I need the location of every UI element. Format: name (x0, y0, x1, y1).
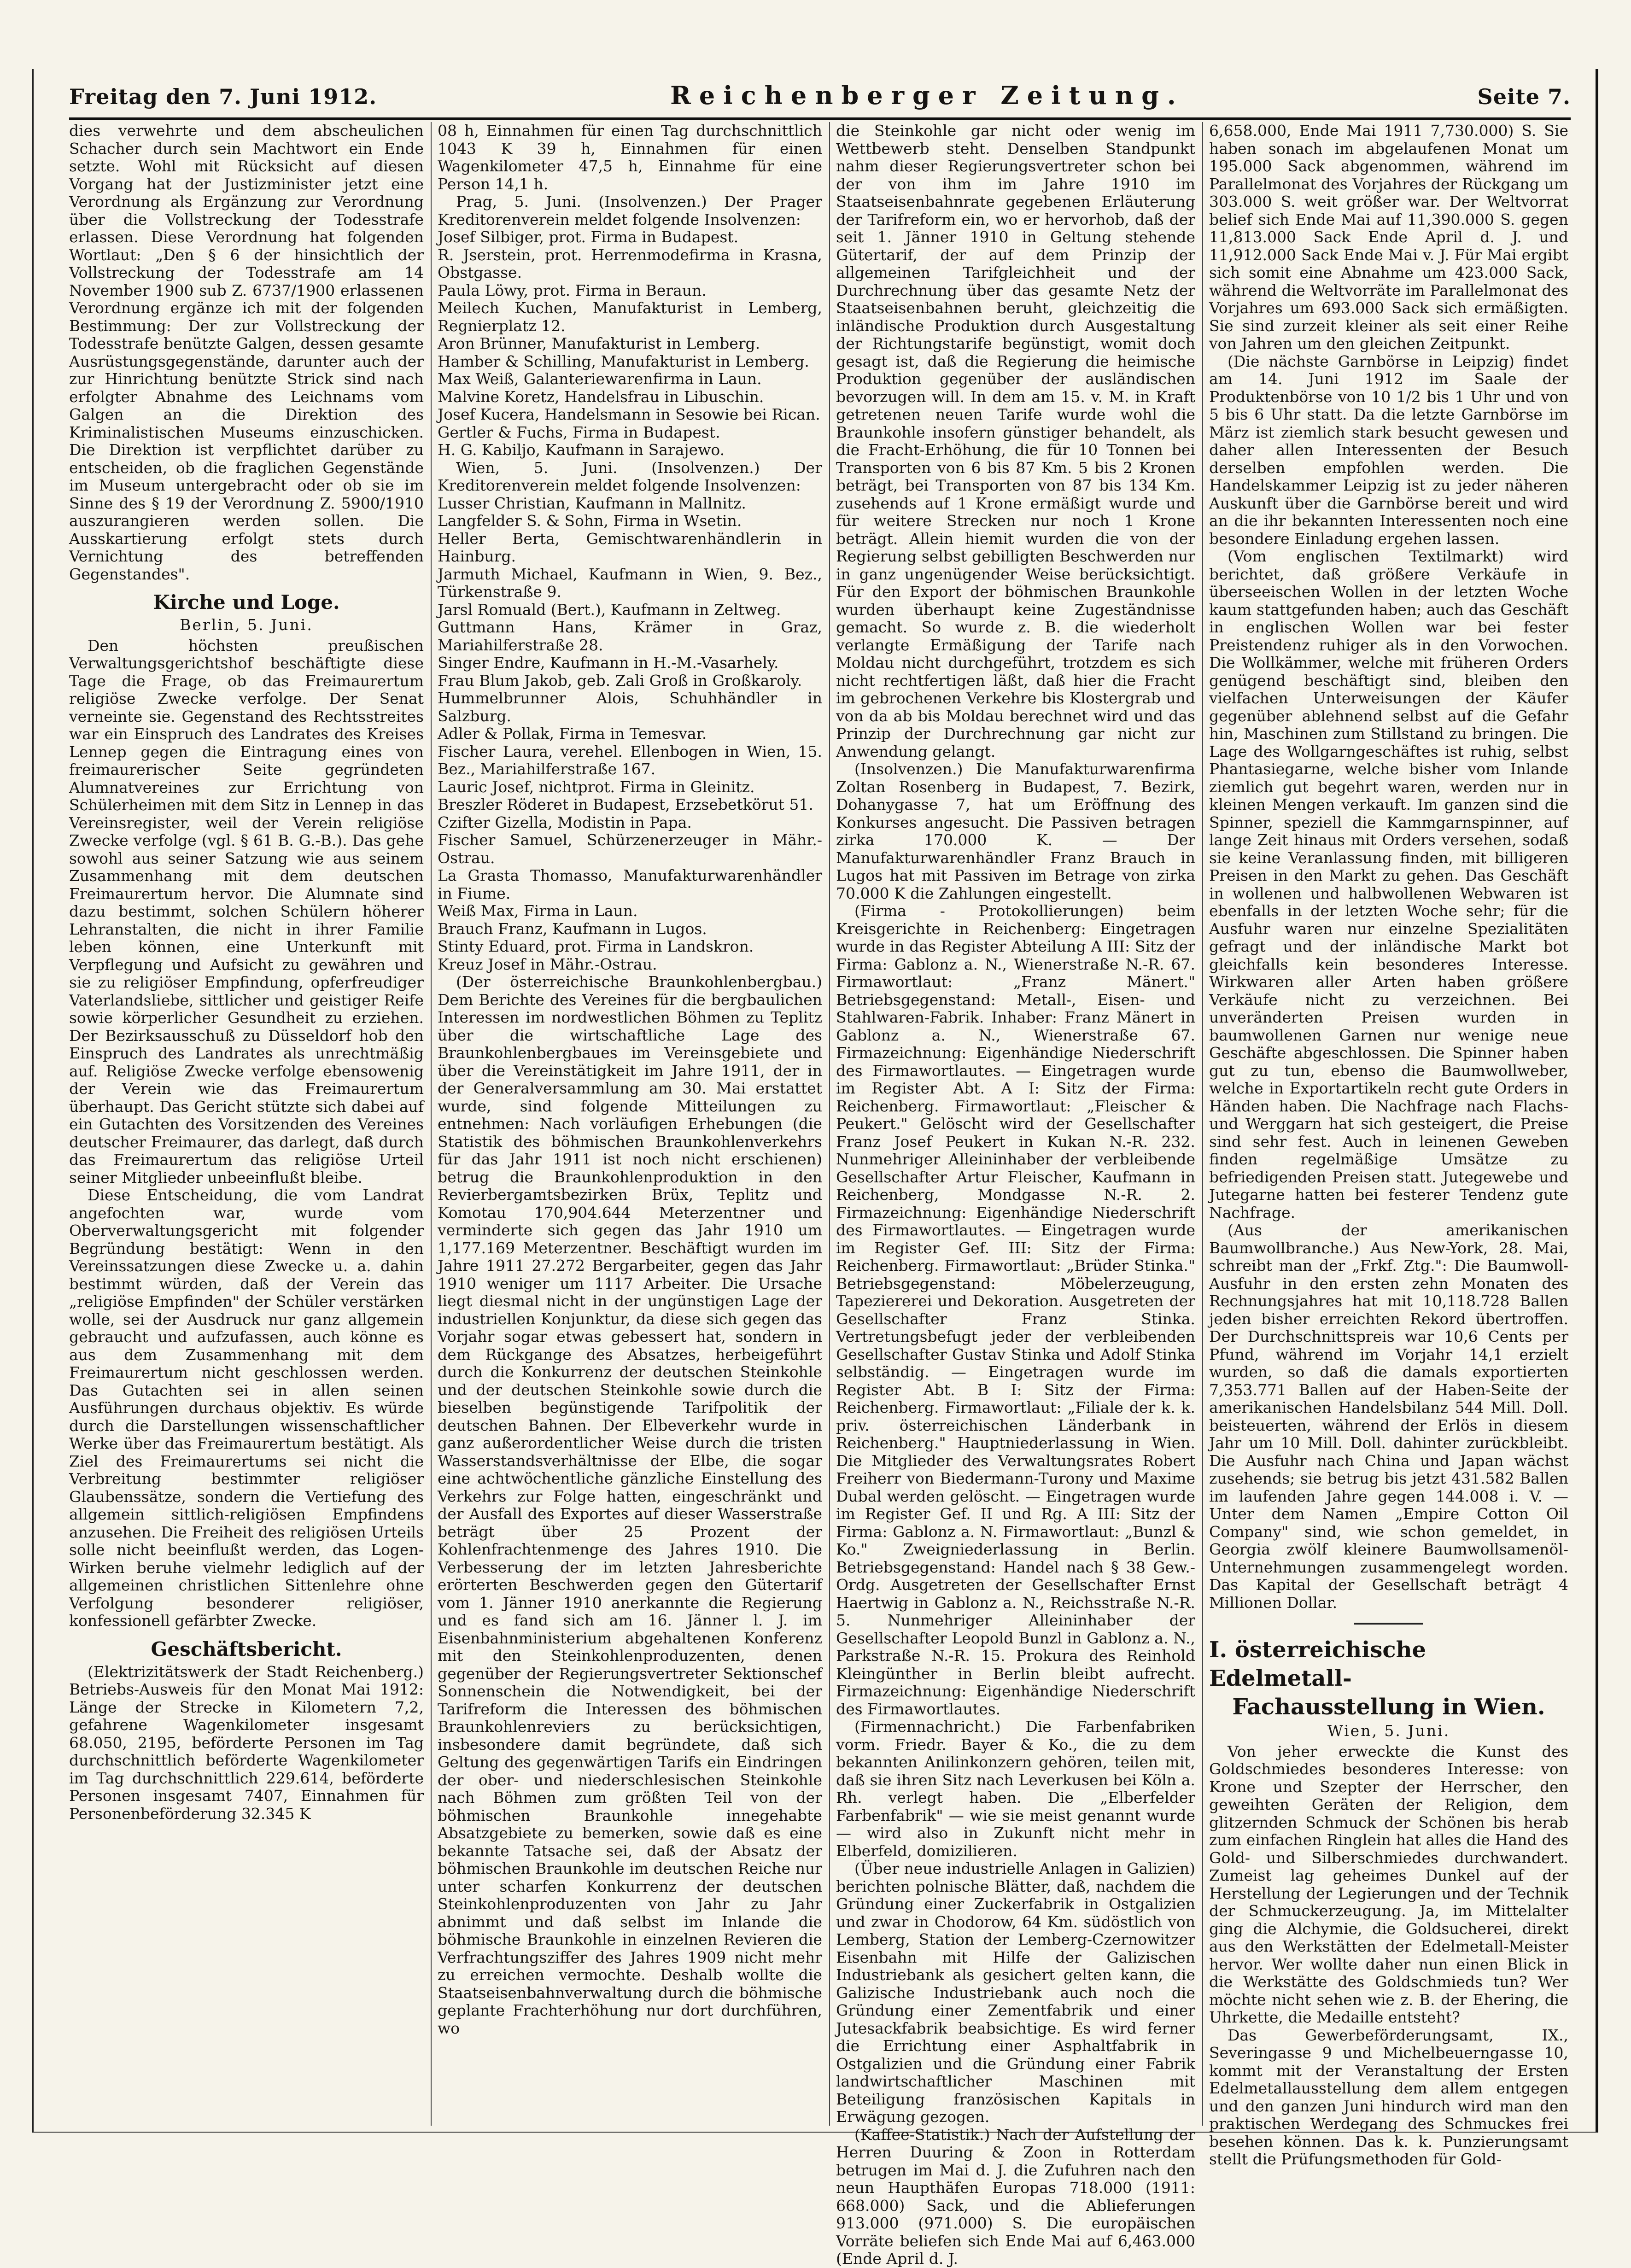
column-3 (836, 122, 1195, 2268)
article-galicia-industry: (Über neue industrielle Anlagen in Galizien) berichten polnische Blätter, daß, nachdem die Gründung einer Zuckerfabrik in Ostgalizien und zwar in Chodorow, 64 Km. südöstlich von Lemberg, Station der Lemberg-Czernowitzer Eisenbahn mit Hilfe der Galizischen Industriebank als gesichert gelten kann, die Galizische Industriebank auch noch die Gründung einer Zementfabrik und einer Jutesackfabrik beabsichtige. Es wird ferner die Errichtung einer Asphaltfabrik in Ostgalizien und die Gründung einer Fabrik landwirtschaftlicher Maschinen mit Beteiligung französischen Kapitals in Erwägung gezogen. (836, 1859, 1195, 2126)
masthead (69, 81, 1571, 117)
prague-insolvency-list (438, 228, 822, 459)
article-american-cotton: (Aus der amerikanischen Baumwollbranche.) Aus New-York, 28. Mai, schreibt man der „Frkf. Ztg.": Die Baumwoll-Ausfuhr in den ersten zehn Monaten des Rechnungsjahres hat mit 10,118.728 Ballen jeden bisher erreichten Rekord übertroffen. Der Durchschnittspreis war 10,6 Cents per Pfund, während im Vorjahr 14,1 erzielt wurden, so daß die damals exportierten 7,353.771 Ballen auf der Haben-Seite der amerikanischen Handelsbilanz 544 Mill. Doll. beisteuerten, während der Erlös in diesem Jahr um 10 Mill. Doll. dahinter zurückbleibt. Die Ausfuhr nach China und Japan wächst zusehends; sie betrug bis jetzt 431.582 Ballen im laufenden Jahre gegen 144.008 i. V. — Unter dem Namen „Empire Cotton Oil Company" sind, wie schon gemeldet, in Georgia zwölf kleinere Baumwollsamenöl-Unternehmungen zusammengelegt worden. Das Kapital der Gesellschaft beträgt 4 Millionen Dollar. (1209, 1221, 1568, 1612)
article-english-textile: (Vom englischen Textilmarkt) wird berichtet, daß größere Verkäufe in überseeischen Wollen in der letzten Woche kaum stattgefunden haben; auch das Geschäft in englischen Wollen war bei fester Preistendenz ruhiger als in den Vorwochen. Die Wollkämmer, welche mit früheren Orders genügend beschäftigt sind, bleiben den vielfachen Unterweisungen der Käufer gegenüber ablehnend selbst auf die Gefahr hin, Maschinen zum Stillstand zu bringen. Die Lage des Wollgarngeschäftes ist ruhig, selbst Phantasiegarne, welche bisher vom Inlande ziemlich gut begehrt waren, werden nur in kleinen Mengen verkauft. Im ganzen sind die Spinner, speziell die Kammgarnspinner, auf lange Zeit hinaus mit Orders versehen, sodaß sie keine Veranlassung finden, mit billigeren Preisen in den Markt zu gehen. Das Geschäft in wollenen und halbwollenen Webwaren ist ebenfalls in der letzten Woche sehr; für die Ausfuhr waren nur einzelne Spezialitäten gefragt und der inländische Markt bot gleichfalls kein besonderes Interesse. Wirkwaren aller Arten haben größere Verkäufe nicht zu verzeichnen. Bei unveränderten Preisen wurden in baumwollenen Garnen nur wenige neue Geschäfte abgeschlossen. Die Spinner haben gut zu tun, ebenso die Baumwollweber, welche in Exportartikeln recht gute Orders in Händen haben. Die Nachfrage nach Flachs- und Werggarn hat sich gesteigert, die Preise sind sehr fest. Auch in leinenen Geweben finden regelmäßige Umsätze zu befriedigenden Preisen statt. Jutegewebe und Jutegarne hatten bei festerer Tendenz gute Nachfrage. (1209, 547, 1568, 1222)
dateline-wien: Wien, 5. Juni. (1327, 1722, 1450, 1740)
list-item: R. Jserstein, prot. Herrenmodefirma in Krasna, Obstgasse. (438, 246, 822, 281)
list-item: Malvine Koretz, Handelsfrau in Libuschin. (438, 387, 764, 406)
page-number: Seite 7. (1477, 84, 1571, 109)
list-item: Hummelbrunner Alois, Schuhhändler in Salzburg. (438, 689, 822, 725)
article-exhibition-text-1: Von jeher erweckte die Kunst des Goldschmiedes besonderes Interesse: von Krone und Szepter der Herrscher, den geweihten Geräten der Religion, dem glitzernden Schmuck der Schönen bis herab zum einfachen Ringlein hat alles die Hand des Gold- und Silberschmiedes durchwandert. Zumeist lag geheimes Dunkel auf der Herstellung der Legierungen und der Technik der Schmuckerzeugung. Ja, im Mittelalter ging die Alchymie, die Goldsucherei, direkt aus den Werkstätten der Edelmetall-Meister hervor. Wer wollte daher nun einen Blick in die Werkstätte des Goldschmieds tun? Wer möchte nicht sehen wie z. B. der Ehering, die Uhrkette, die Medaille entsteht? (1209, 1742, 1568, 2026)
prague-insolvency-intro: Prag, 5. Juni. (Insolvenzen.) Der Prager Kreditorenverein meldet folgende Insolvenzen: (438, 193, 822, 228)
article-yarn-exchange: (Die nächste Garnbörse in Leipzig) findet am 14. Juni 1912 im Saale der Produktenbörse von 10 1/2 bis 1 Uhr und von 5 bis 6 Uhr statt. Da die letzte Garnbörse im März ist ziemlich stark besucht gewesen und daher allen Interessenten der Besuch derselben empfohlen werden. Die Handelskammer Leipzig ist zu jeder näheren Auskunft über die Garnbörse bereit und wird an die ihr bekannten Interessenten noch eine besondere Einladung ergehen lassen. (1209, 352, 1568, 548)
list-item: Fischer Samuel, Schürzenerzeuger in Mähr.-Ostrau. (438, 831, 822, 867)
article-insolvencies: (Insolvenzen.) Die Manufakturwarenfirma Zoltan Rosenberg in Budapest, 7. Bezirk, Dohanygasse 7, hat um Eröffnung des Konkurses angesucht. Die Passiven betragen zirka 170.000 K. — Der Manufakturwarenhändler Franz Brauch in Lugos hat mit Passiven im Betrage von zirka 70.000 K die Zahlungen eingestellt. (836, 760, 1195, 902)
vienna-insolvency-intro: Wien, 5. Juni. (Insolvenzen.) Der Kreditorenverein meldet folgende Insolvenzen: (438, 458, 822, 494)
heading-kirche-und-loge: Kirche und Loge. (153, 591, 340, 614)
header-date: Freitag den 7. Juni 1912. (69, 84, 377, 109)
list-item: Brauch Franz, Kaufmann in Lugos. (438, 919, 707, 938)
list-item: Lauric Josef, nichtprot. Firma in Gleinitz. (438, 777, 755, 796)
list-item: Josef Silbiger, prot. Firma in Budapest. (438, 228, 739, 246)
heading-line-2: Fachausstellung in Wien. (1232, 1694, 1545, 1720)
list-item: Meilech Kuchen, Manufakturist in Lemberg, Regnierplatz 12. (438, 299, 822, 335)
vienna-insolvency-list (438, 495, 822, 974)
list-item: Aron Brünner, Manufakturist in Lemberg. (438, 334, 760, 352)
list-item: H. G. Kabiljo, Kaufmann in Sarajewo. (438, 441, 725, 459)
header-rule (69, 117, 1571, 120)
heading-geschaeftsbericht: Geschäftsbericht. (151, 1637, 342, 1660)
column-4 (1209, 122, 1568, 2168)
heading-line-1: I. österreichische Edelmetall- (1209, 1637, 1426, 1691)
column-1 (69, 122, 424, 2126)
list-item: Jarmuth Michael, Kaufmann in Wien, 9. Bez., Türkenstraße 9. (438, 565, 822, 601)
list-item: Stinty Eduard, prot. Firma in Landskron. (438, 937, 754, 955)
list-item: Hamber & Schilling, Manufakturist in Lemberg. (438, 352, 809, 370)
column-2 (438, 122, 822, 2126)
column-divider (829, 122, 830, 2126)
list-item: Heller Berta, Gemischtwarenhändlerin in Hainburg. (438, 529, 822, 565)
list-item: Max Weiß, Galanteriewarenfirma in Laun. (438, 370, 762, 388)
column-divider (1202, 122, 1203, 2126)
list-item: Adler & Pollak, Firma in Temesvar. (438, 725, 707, 742)
report-electric-works: (Elektrizitätswerk der Stadt Reichenberg.) Betriebs-Ausweis für den Monat Mai 1912: Länge der Strecke in Kilometern 7,2, gefahrene Wagenkilometer insgesamt 68.050, 2195, beförderte Personen im Tag durchschnittlich beförderte Wagenkilometer im Tag durchschnittlich 229.614, beförderte Personen insgesamt 7407, Einnahmen für Personenbeförderung 32.345 K (69, 1662, 424, 1823)
list-item: Weiß Max, Firma in Laun. (438, 902, 638, 920)
list-item: Breszler Röderet in Budapest, Erzsebetkörut 51. (438, 795, 813, 813)
article-coffee-statistics: (Kaffee-Statistik.) Nach der Aufstellung der Herren Duuring & Zoon in Rotterdam betrugen im Mai d. J. die Zufuhren nach den neun Haupthäfen Europas 718.000 (1911: 668.000) Sack, und die Ablieferungen 913.000 (971.000) S. Die europäischen Vorräte beliefen sich Ende Mai auf 6,463.000 (Ende April d. J. (836, 2125, 1195, 2268)
list-item: Langfelder S. & Sohn, Firma in Wsetin. (438, 512, 742, 530)
list-item: Paula Löwy, prot. Firma in Beraun. (438, 281, 707, 299)
dateline-berlin: Berlin, 5. Juni. (180, 616, 313, 634)
report-electric-works-cont: 08 h, Einnahmen für einen Tag durchschnittlich 1043 K 39 h, Einnahmen für einen Wagenkilometer 47,5 h, Einnahme für eine Person 14,1 h. (438, 122, 822, 193)
article-freemason-text-2: Diese Entscheidung, die vom Landrat angefochten war, wurde vom Oberverwaltungsgericht mit folgender Begründung bestätigt: Wenn in den Vereinssatzungen diese Zwecke u. a. dahin bestimmt würden, daß der Verein das „religiöse Empfinden" der Schüler verstärken wolle, sei der Ausdruck nur ganz allgemein gebraucht und aufzufassen, auch könne es aus dem Zusammenhang mit dem Freimaurertum nicht geschlossen werden. Das Gutachten sei in allen seinen Ausführungen durchaus objektiv. Es würde durch die Darstellungen wissenschaftlicher Werke über das Freimaurertum bestätigt. Als Ziel des Freimaurertums sei nicht die Verbreitung bestimmter religiöser Glaubenssätze, sondern die Vertiefung des allgemein sittlich-religiösen Empfindens anzusehen. Die Freiheit des religiösen Urteils solle nicht beeinflußt werden, das Logen-Wirken beruhe vielmehr lediglich auf der allgemeinen christlichen Sittenlehre ohne Verfolgung besonderer religiöser, konfessionell gefärbter Zwecke. (69, 1186, 424, 1630)
article-firm-news: (Firmennachricht.) Die Farbenfabriken vorm. Friedr. Bayer & Ko., die zu dem bekannten Anilinkonzern gehören, teilen mit, daß sie ihren Sitz nach Leverkusen bei Köln a. Rh. verlegt haben. Die „Elberfelder Farbenfabrik" — wie sie meist genannt wurde — wird also in Zukunft nicht mehr in Elberfeld, domizilieren. (836, 1718, 1195, 1860)
list-item: Kreuz Josef in Mähr.-Ostrau. (438, 955, 657, 973)
list-item: Guttmann Hans, Krämer in Graz, Mariahilferstraße 28. (438, 618, 822, 654)
article-firm-registrations: (Firma - Protokollierungen) beim Kreisgerichte in Reichenberg: Eingetragen wurde in das Register Abteilung A III: Sitz der Firma: Gablonz a. N., Wienerstraße N.-R. 67. Firmawortlaut: „Franz Mänert." Betriebsgegenstand: Metall-, Eisen- und Stahlwaren-Fabrik. Inhaber: Franz Mänert in Gablonz a. N., Wienerstraße 67. Firmazeichnung: Eigenhändige Niederschrift des Firmawortlautes. — Eingetragen wurde im Register Abt. A I: Sitz der Firma: Reichenberg. Firmawortlaut: „Fleischer & Peukert." Gelöscht wird der Gesellschafter Franz Josef Peukert in Kukan N.-R. 232. Nunmehriger Alleininhaber der verbleibende Gesellschafter Artur Fleischer, Kaufmann in Reichenberg, Mondgasse N.-R. 2. Firmazeichnung: Eigenhändige Niederschrift des Firmawortlautes. — Eingetragen wurde im Register Gef. III: Sitz der Firma: Reichenberg. Firmawortlaut: „Brüder Stinka." Betriebsgegenstand: Möbelerzeugung, Tapeziererei und Dekoration. Ausgetreten der Gesellschafter Franz Stinka. Vertretungsbefugt jeder der verbleibenden Gesellschafter Gustav Stinka und Adolf Stinka selbständig. — Eingetragen wurde im Register Abt. B I: Sitz der Firma: Reichenberg. Firmawortlaut: „Filiale der k. k. priv. österreichischen Länderbank in Reichenberg." Hauptniederlassung in Wien. Die Mitglieder des Verwaltungsrates Robert Freiherr von Biedermann-Turony und Maxime Dubal werden gelöscht. — Eingetragen wurde im Register Gef. II und Rg. A III: Sitz der Firma: Gablonz a. N. Firmawortlaut: „Bunzl & Ko." Zweigniederlassung in Berlin. Betriebsgegenstand: Handel nach § 38 Gew.-Ordg. Ausgetreten der Gesellschafter Ernst Haertwig in Gablonz a. N., Reichsstraße N.-R. 5. Nunmehriger Alleininhaber der Gesellschafter Leopold Bunzl in Gablonz a. N., Parkstraße N.-R. 15. Prokura des Reinhold Kleingünther in Berlin bleibt aufrecht. Firmazeichnung: Eigenhändige Niederschrift des Firmawortlautes. (836, 902, 1195, 1718)
list-item: Czifter Gizella, Modistin in Papa. (438, 813, 692, 831)
article-freemason-text-1: Den höchsten preußischen Verwaltungsgerichtshof beschäftigte diese Tage die Frage, ob das Freimaurertum religiöse Zwecke verfolge. Der Senat verneinte sie. Gegenstand des Rechtsstreites war ein Einspruch des Landrates des Kreises Lennep gegen die Eintragung eines von freimaurerischer Seite gegründeten Alumnatvereines zur Errichtung von Schülerheimen mit dem Sitz in Lennep in das Vereinsregister, weil der Verein religiöse Zwecke verfolge (vgl. § 61 B. G.-B.). Das gehe sowohl aus seiner Satzung wie aus seinem Zusammenhang mit dem deutschen Freimaurertum hervor. Die Alumnate sind dazu bestimmt, solchen Schülern höherer Lehranstalten, die nicht in ihrer Familie leben können, eine Unterkunft mit Verpflegung und Aufsicht zu gewähren und sie zu religiöser Empfindung, opferfreudiger Vaterlandsliebe, sittlicher und geistiger Reife sowie körperlicher Gesundheit zu erziehen. Der Bezirksausschuß zu Düsseldorf hob den Einspruch des Landrates als unrechtmäßig auf. Religiöse Zwecke verfolge ebensowenig der Verein wie das Freimaurertum überhaupt. Das Gericht stützte sich dabei auf ein Gutachten des Vorsitzenden des Vereines deutscher Freimaurer, das darlegt, daß durch das Freimaurertum das religiöse Urteil seiner Mitglieder unbeeinflußt bleibe. (69, 636, 424, 1187)
list-item: Lusser Christian, Kaufmann in Mallnitz. (438, 494, 746, 512)
article-lignite-mining-cont: die Steinkohle gar nicht oder wenig im Wettbewerb steht. Denselben Standpunkt nahm dieser Regierungsvertreter schon bei der von ihm im Jahre 1910 im Staatseisenbahnrate gegebenen Erläuterung der Tarifreform ein, wo er hervorhob, daß der seit 1. Jänner 1910 in Geltung stehende Gütertarif, der auf dem Prinzip der allgemeinen Tarifgleichheit und der Durchrechnung über das gesamte Netz der Staatseisenbahnen beruht, gleichzeitig die inländische Produktion durch Ausgestaltung der Richtungstarife begünstigt, womit doch gesagt ist, daß die Regierung die heimische Produktion gegenüber der ausländischen bevorzugen will. In dem am 15. v. M. in Kraft getretenen neuen Tarife wurde wohl die Braunkohle insofern günstiger behandelt, als die Fracht-Erhöhung, die für 10 Tonnen bei Transporten von 6 bis 87 Km. 5 bis 2 Kronen beträgt, bei Transporten von 87 bis 134 Km. zusehends auf 1 Krone ermäßigt wurde und für weitere Strecken nur noch 1 Krone beträgt. Allein hiemit wurden die von der Regierung selbst gebilligten Beschwerden nur in ganz ungenügender Weise berücksichtigt. Für den Export der böhmischen Braunkohle wurden überhaupt keine Zugeständnisse gemacht. So wurde z. B. die wiederholt verlangte Ermäßigung der Tarife nach Moldau nicht durchgeführt, trotzdem es sich nicht rechtfertigen läßt, daß hier die Fracht im gebrochenen Verkehre bis Klostergrab und von da ab bis Moldau berechnet wird und das Prinzip der Durchrechnung gar nicht zur Anwendung gelangt. (836, 122, 1195, 760)
list-item: Josef Kucera, Handelsmann in Sesowie bei Rican. (438, 405, 820, 423)
article-exhibition-text-2: Das Gewerbeförderungsamt, IX., Severingasse 9 und Michelbeuerngasse 10, kommt mit der Veranstaltung der Ersten Edelmetallausstellung dem allem entgegen und den ganzen Juni hindurch wird man den praktischen Werdegang des Schmuckes frei besehen können. Das k. k. Punzierungsamt stellt die Prüfungsmethoden für Gold- (1209, 2026, 1568, 2168)
list-item: Singer Endre, Kaufmann in H.-M.-Vasarhely. (438, 654, 779, 672)
column-divider (431, 122, 432, 2126)
article-coffee-statistics-cont: 6,658.000, Ende Mai 1911 7,730.000) S. Sie haben sonach im abgelaufenen Monat um 195.000 Sack abgenommen, während im Parallelmonat des Vorjahres der Rückgang um 303.000 S. weit größer war. Der Weltvorrat belief sich Ende Mai auf 11,390.000 S. gegen 11,813.000 Sack Ende April d. J. und 11,912.000 Sack Ende Mai v. J. Für Mai ergibt sich somit eine Abnahme um 423.000 Sack, während die Weltvorräte im Parallelmonat des Vorjahres um 693.000 Sack sich ermäßigten. Sie sind zurzeit kleiner als seit einer Reihe von Jahren um den gleichen Zeitpunkt. (1209, 122, 1568, 352)
section-divider (1354, 1623, 1423, 1625)
list-item: Jarsl Romuald (Bert.), Kaufmann in Zeltweg. (438, 600, 781, 619)
list-item: Fischer Laura, verehel. Ellenbogen in Wien, 15. Bez., Mariahilferstraße 167. (438, 742, 822, 778)
article-lignite-mining: (Der österreichische Braunkohlenbergbau.) Dem Berichte des Vereines für die bergbaulichen Interessen im nordwestlichen Böhmen zu Teplitz über die wirtschaftliche Lage des Braunkohlenbergbaues im Vereinsgebiete und über die Vereinstätigkeit im Jahre 1911, der in der Generalversammlung am 30. Mai erstattet wurde, sind folgende Mitteilungen zu entnehmen: Nach vorläufigen Erhebungen (die Statistik des böhmischen Braunkohlenverkehrs für das Jahr 1911 ist noch nicht erschienen) betrug die Braunkohlenproduktion in den Revierbergamtsbezirken Brüx, Teplitz und Komotau 170,904.644 Meterzentner und verminderte sich gegen das Jahr 1910 um 1,177.169 Meterzentner. Beschäftigt wurden im Jahre 1911 27.272 Bergarbeiter, gegen das Jahr 1910 weniger um 1117 Arbeiter. Die Ursache liegt diesmal nicht in der ungünstigen Lage der industriellen Konjunktur, da diese sich gegen das Vorjahr sogar etwas gebessert hat, sondern in dem Rückgange des Absatzes, herbeigeführt durch die Konkurrenz der deutschen Steinkohle und der deutschen Steinkohle sowie durch die bieselben begünstigende Tarifpolitik der deutschen Bahnen. Der Elbeverkehr wurde in ganz außerordentlicher Weise durch die tristen Wasserstandsverhältnisse der Elbe, die sogar eine achtwöchentliche gänzliche Einstellung des Verkehrs zur Folge hatten, eingeschränkt und der Ausfall des Exportes auf dieser Wasserstraße beträgt über 25 Prozent der Kohlenfrachtenmenge des Jahres 1910. Die Verbesserung der im letzten Jahresberichte erörterten Beschwerden gegen den Gütertarif vom 1. Jänner 1910 anerkannte die Regierung und es fand sich am 16. Jänner l. J. im Eisenbahnministerium abgehaltenen Konferenz mit den Steinkohlenproduzenten, denen gegenüber der Regierungsvertreter Sektionschef Sonnenschein die Notwendigkeit, bei der Tarifreform die Interessen des böhmischen Braunkohlenreviers zu berücksichtigen, insbesondere damit begründete, daß sich Geltung des gegenwärtigen Tarifs ein Eindringen der ober- und niederschlesischen Steinkohle nach Böhmen zum größten Teil von der böhmischen Braunkohle innegehabte Absatzgebiete zu bemerken, sowie daß es eine bekannte Tatsache sei, daß der Absatz der böhmischen Braunkohle im deutschen Reiche nur unter scharfen Konkurrenz der deutschen Steinkohlenproduzenten von Jahr zu Jahr abnimmt und daß selbst im Inlande die böhmische Braunkohle in einzelnen Revieren die Verfrachtungsziffer des Jahres 1909 nicht mehr zu erreichen vermochte. Deshalb wollte die Staatseisenbahnverwaltung durch die böhmische geplante Frachterhöhung nur dort durchführen, wo (438, 973, 822, 2037)
newspaper-title: Reichenberger Zeitung. (670, 81, 1184, 110)
list-item: Frau Blum Jakob, geb. Zali Groß in Großkaroly. (438, 671, 802, 690)
heading-precious-metal-exhibition (1209, 1636, 1568, 1721)
list-item: Gertler & Fuchs, Firma in Budapest. (438, 423, 720, 441)
list-item: La Grasta Thomasso, Manufakturwarenhändler in Fiume. (438, 866, 822, 902)
article-justice-text: dies verwehrte und dem abscheulichen Schacher durch sein Machtwort ein Ende setzte. Wohl mit Rücksicht auf diesen Vorgang hat der Justizminister jetzt eine Verordnung als Ergänzung zur Verordnung über die Vollstreckung der Todesstrafe erlassen. Diese Verordnung hat folgenden Wortlaut: „Den § 6 der hinsichtlich der Vollstreckung der Todesstrafe am 14 November 1900 sub Z. 6737/1900 erlassenen Verordnung ergänze ich mit der folgenden Bestimmung: Der zur Vollstreckung der Todesstrafe benützte Galgen, dessen gesamte Ausrüstungsgegenstände, darunter auch der zur Hinrichtung benützte Strick sind nach erfolgter Abnahme des Leichnams vom Galgen an die Direktion des Kriminalistischen Museums einzuschicken. Die Direktion ist verpflichtet darüber zu entscheiden, ob die fraglichen Gegenstände im Museum untergebracht oder ob sie im Sinne des § 19 der Verordnung Z. 5900/1910 auszurangieren werden sollen. Die Ausskartierung erfolgt stets durch Vernichtung des betreffenden Gegenstandes". (69, 122, 424, 583)
